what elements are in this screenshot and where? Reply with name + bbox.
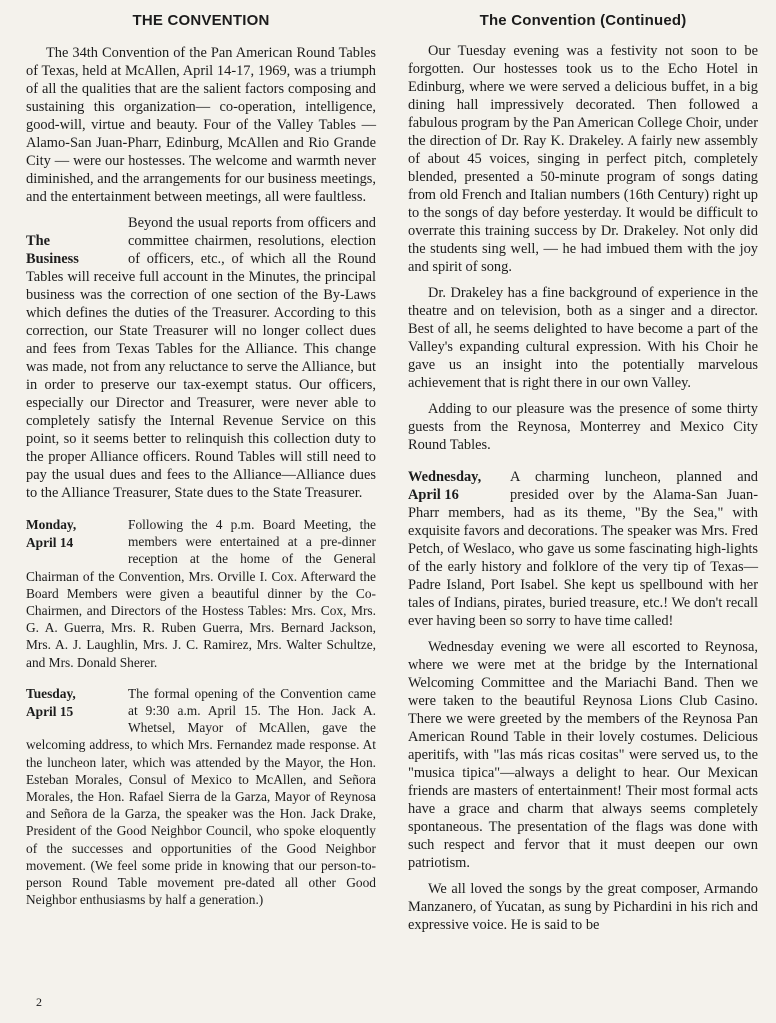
reynosa-paragraph: Wednesday evening we were all escorted to Reynosa, where we were met at the bridge by the International Welcoming Committee and the Mariachi Band. Then we were taken to the beautiful Reynosa Lions Club Casino. There we were greeted by the members of the Reynosa Pan American Round Table in their lovely costumes. Delicious aperitifs, with "las más ricas cositas" were served us, to the "musica tipica"—always a delight to hear. Our Mexican friends are masters of entertainment! Their most formal acts have a grace and charm that always seems completely spontaneous. The presentation of the flags was done with such respect and fervor that it must deepen our own patriotism. [408, 639, 758, 871]
tuesday-sidehead [26, 685, 124, 721]
right-column [408, 12, 758, 942]
tuesday-sidehead-line1: Tuesday, [26, 685, 76, 701]
wednesday-sidehead-line2: April 16 [408, 487, 459, 503]
wednesday-section [408, 468, 758, 630]
left-column [26, 12, 376, 916]
monday-sidehead-line1: Monday, [26, 517, 77, 532]
drakeley-paragraph: Dr. Drakeley has a fine background of experience in the theatre and on television, both as a singer and a director. Best of all, he seems delighted to have become a part of the Valley's expanding cultural expression. With his Choir he gave us an insight into the potentially marvelous achievement that is right there in our own Valley. [408, 285, 758, 391]
business-sidehead-line1: The [26, 233, 50, 249]
continued-title: The Convention (Continued) [479, 12, 687, 29]
monday-sidehead [26, 516, 124, 552]
monday-sidehead-line2: April 14 [26, 535, 74, 550]
column-gutter [391, 0, 392, 1023]
monday-section [26, 516, 376, 671]
wednesday-sidehead [408, 468, 506, 504]
tuesday-sidehead-line2: April 15 [26, 703, 74, 719]
wednesday-sidehead-line1: Wednesday, [408, 469, 482, 485]
business-section [26, 214, 376, 502]
monday-paragraph: Following the 4 p.m. Board Meeting, the members were entertained at a pre-dinner reception at the home of the General Chairman of the Convention, Mrs. Orville I. Cox. Afterward the Board Members were given a beautiful dinner by the Co-Chairmen, and Directors of the Hostess Tables: Mrs. Cox, Mrs. G. A. Guerra, Mrs. R. Ruben Guerra, Mrs. Bernard Jackson, Mrs. A. J. Laughlin, Mrs. J. C. Ramirez, Mrs. Walter Schultze, and Mrs. Donald Sherer. [26, 517, 376, 670]
guests-paragraph: Adding to our pleasure was the presence of some thirty guests from the Reynosa, Monterrey and Mexico City Round Tables. [408, 401, 758, 453]
intro-paragraph: The 34th Convention of the Pan American Round Tables of Texas, held at McAllen, April 14-17, 1969, was a triumph of all the qualities that are the salient factors composing and sustaining this organization— co-operation, intelligence, good-will, virtue and beauty. Four of the Valley Tables — Alamo-San Juan-Pharr, Edinburg, McAllen and Rio Grande City — were our hostesses. The welcome and warmth never diminished, and the arrangements for our business meetings, and the entertainment between meetings, all were faultless. [26, 45, 376, 205]
page-number: 2 [36, 995, 42, 1009]
manzanero-paragraph: We all loved the songs by the great composer, Armando Manzanero, of Yucatan, as sung by Pichardini in his rich and expressive voice. He is said to be [408, 881, 758, 933]
tuesday-section [26, 685, 376, 909]
business-sidehead [26, 232, 124, 268]
tuesday-paragraph: The formal opening of the Convention came at 9:30 a.m. April 15. The Hon. Jack A. Whetsel, Mayor of McAllen, gave the welcoming address, to which Mrs. Fernandez made response. At the luncheon later, which was attended by the Mayor, the Hon. Esteban Morales, Consul of Mexico to McAllen, and Señora Morales, the Hon. Rafael Sierra de la Garza, Mayor of Reynosa and Señora de la Garza, the speaker was the Hon. Jack Drake, President of the Good Neighbor Council, who spoke eloquently of the successes and opportunities of the Good Neighbor movement. (We feel some pride in knowing that our person-to-person Round Table movement pre-dated all other Good Neighbor enthusiasms by half a generation.) [26, 685, 376, 908]
page-title: THE CONVENTION [132, 12, 270, 29]
wednesday-paragraph: A charming luncheon, planned and presided over by the Alama-San Juan-Pharr members, had as its theme, "By the Sea," with exquisite favors and decorations. The speaker was Mrs. Fred Petch, of Weslaco, who gave us some fascinating high-lights of the early history and folklore of the very tip of Texas—Padre Island, Port Isabel. She kept us spellbound with her tales of Indians, pirates, buried treasure, etc.! We don't recall ever having been so sorry to have time called! [408, 469, 758, 629]
business-paragraph: Beyond the usual reports from officers and committee chairmen, resolutions, election of officers, etc., of which all the Round Tables will receive full account in the Minutes, the principal business was the correction of one section of the By-Laws which defines the duties of the Treasurer. According to this correction, our State Treasurer will no longer collect dues and fees from Texas Tables for the Alliance. This change was made, not from any reluctance to serve the Alliance, but in order to preserve our tax-exempt status. Our officers, especially our Director and Treasurer, were never able to completely satisfy the Internal Revenue Service on this point, so it seems better to relinquish this collection duty to the proper Alliance officers. Round Tables will still need to pay the usual dues and fees to the Alliance—Alliance dues to the Alliance Treasurer, State dues to the State Treasurer. [26, 215, 376, 501]
tuesday-evening-paragraph: Our Tuesday evening was a festivity not soon to be forgotten. Our hostesses took us to the Echo Hotel in Edinburg, where we were served a delicious buffet, in a big dining hall impressively decorated. Then followed a fabulous program by the Pan American College Choir, under the direction of Dr. Ray K. Drakeley. A fairly new assembly of about 45 voices, singing in perfect pitch, completely blended, presented a 50-minute program of songs dating from old French and Italian numbers (16th Century) right up to the songs of day before yesterday. It would be difficult to overrate this training success by Dr. Drakeley. Not only did the students sing well, — he had imbued them with the joy and spirit of song. [408, 43, 758, 275]
business-sidehead-line2: Business [26, 251, 79, 267]
